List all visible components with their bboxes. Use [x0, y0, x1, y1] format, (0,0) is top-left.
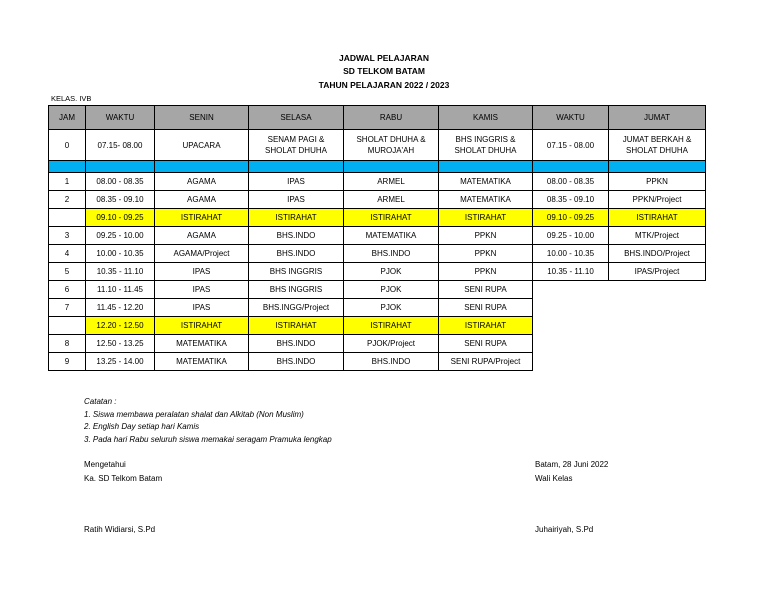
- table-cell: IPAS: [155, 299, 249, 317]
- empty-cell: [609, 353, 706, 371]
- table-cell: 11.10 - 11.45: [86, 281, 155, 299]
- table-cell: IPAS: [155, 281, 249, 299]
- table-cell: BHS.INDO: [249, 227, 344, 245]
- class-label: KELAS. IVB: [51, 94, 92, 103]
- table-cell: PPKN: [439, 227, 533, 245]
- table-row: [49, 191, 706, 209]
- break-cell: ISTIRAHAT: [249, 317, 344, 335]
- break-cell: ISTIRAHAT: [155, 209, 249, 227]
- table-cell: BHS.INDO: [344, 353, 439, 371]
- table-cell: 08.00 - 08.35: [533, 173, 609, 191]
- empty-cell: [533, 335, 609, 353]
- table-cell: ARMEL: [344, 173, 439, 191]
- notes-heading: Catatan :: [84, 397, 117, 406]
- header-selasa: SELASA: [249, 106, 344, 130]
- table-cell: SENAM PAGI & SHOLAT DHUHA: [249, 130, 344, 161]
- header-rabu: RABU: [344, 106, 439, 130]
- empty-cell: [609, 299, 706, 317]
- table-row-0: [49, 130, 706, 161]
- table-cell: 08.00 - 08.35: [86, 173, 155, 191]
- break-cell: ISTIRAHAT: [249, 209, 344, 227]
- table-cell: AGAMA/Project: [155, 245, 249, 263]
- table-cell: IPAS: [155, 263, 249, 281]
- header-senin: SENIN: [155, 106, 249, 130]
- blue-separator-row: [49, 161, 706, 173]
- table-cell: JUMAT BERKAH & SHOLAT DHUHA: [609, 130, 706, 161]
- table-cell: 08.35 - 09.10: [86, 191, 155, 209]
- header-jumat: JUMAT: [609, 106, 706, 130]
- table-cell: 07.15 - 08.00: [533, 130, 609, 161]
- break-cell: ISTIRAHAT: [439, 209, 533, 227]
- break-cell: ISTIRAHAT: [344, 317, 439, 335]
- schedule-title: JADWAL PELAJARAN: [338, 53, 430, 63]
- table-cell: 12.50 - 13.25: [86, 335, 155, 353]
- table-cell: 6: [49, 281, 86, 299]
- table-cell: 08.35 - 09.10: [533, 191, 609, 209]
- note-item: 2. English Day setiap hari Kamis: [84, 422, 200, 431]
- table-cell: BHS.INDO/Project: [609, 245, 706, 263]
- table-row: [49, 245, 706, 263]
- notes-section: [84, 396, 332, 446]
- right-line1: Batam, 28 Juni 2022: [535, 460, 609, 469]
- table-cell: BHS.INGG/Project: [249, 299, 344, 317]
- table-cell: IPAS: [249, 173, 344, 191]
- break-cell: [49, 209, 86, 227]
- table-cell: IPAS/Project: [609, 263, 706, 281]
- table-cell: SENI RUPA: [439, 335, 533, 353]
- table-cell: 5: [49, 263, 86, 281]
- table-cell: MATEMATIKA: [155, 353, 249, 371]
- table-cell: UPACARA: [155, 130, 249, 161]
- table-header-row: [49, 106, 706, 130]
- table-cell: PPKN/Project: [609, 191, 706, 209]
- table-cell: 11.45 - 12.20: [86, 299, 155, 317]
- table-cell: SHOLAT DHUHA & MUROJA'AH: [344, 130, 439, 161]
- table-cell: SENI RUPA: [439, 281, 533, 299]
- empty-cell: [609, 281, 706, 299]
- table-cell: 2: [49, 191, 86, 209]
- table-row: [49, 209, 706, 227]
- table-cell: PJOK: [344, 263, 439, 281]
- principal-name: Ratih Widiarsi, S.Pd: [84, 525, 156, 534]
- table-cell: BHS.INDO: [249, 353, 344, 371]
- table-cell: IPAS: [249, 191, 344, 209]
- table-cell: 0: [49, 130, 86, 161]
- schedule-table: [48, 105, 706, 371]
- table-cell: 09.25 - 10.00: [86, 227, 155, 245]
- table-cell: AGAMA: [155, 173, 249, 191]
- note-item: 3. Pada hari Rabu seluruh siswa memakai seragam Pramuka lengkap: [84, 434, 332, 444]
- empty-cell: [533, 299, 609, 317]
- signature-left: [84, 458, 162, 486]
- note-item: 1. Siswa membawa peralatan shalat dan Alkitab (Non Muslim): [84, 409, 304, 419]
- header-jam: JAM: [49, 106, 86, 130]
- break-cell: 12.20 - 12.50: [86, 317, 155, 335]
- table-cell: BHS INGGRIS & SHOLAT DHUHA: [439, 130, 533, 161]
- table-row: [49, 281, 706, 299]
- table-cell: MTK/Project: [609, 227, 706, 245]
- table-cell: ARMEL: [344, 191, 439, 209]
- break-cell: [49, 317, 86, 335]
- empty-cell: [533, 353, 609, 371]
- break-cell: ISTIRAHAT: [344, 209, 439, 227]
- empty-cell: [533, 317, 609, 335]
- header-waktu-jumat: WAKTU: [533, 106, 609, 130]
- table-cell: 10.35 - 11.10: [533, 263, 609, 281]
- break-cell: ISTIRAHAT: [609, 209, 706, 227]
- table-row: [49, 263, 706, 281]
- table-cell: PPKN: [609, 173, 706, 191]
- break-cell: ISTIRAHAT: [155, 317, 249, 335]
- table-cell: MATEMATIKA: [439, 173, 533, 191]
- academic-year: TAHUN PELAJARAN 2022 / 2023: [318, 80, 450, 90]
- table-cell: SENI RUPA/Project: [439, 353, 533, 371]
- table-cell: MATEMATIKA: [344, 227, 439, 245]
- table-cell: 8: [49, 335, 86, 353]
- table-cell: 10.00 - 10.35: [86, 245, 155, 263]
- table-cell: MATEMATIKA: [439, 191, 533, 209]
- left-line1: Mengetahui: [84, 460, 126, 469]
- table-cell: 07.15- 08.00: [86, 130, 155, 161]
- table-cell: 7: [49, 299, 86, 317]
- table-cell: 10.35 - 11.10: [86, 263, 155, 281]
- table-row: [49, 173, 706, 191]
- table-cell: 13.25 - 14.00: [86, 353, 155, 371]
- table-cell: PPKN: [439, 245, 533, 263]
- table-cell: AGAMA: [155, 191, 249, 209]
- right-line2: Wali Kelas: [535, 474, 573, 483]
- table-row: [49, 227, 706, 245]
- break-cell: 09.10 - 09.25: [533, 209, 609, 227]
- table-row: [49, 299, 706, 317]
- empty-cell: [533, 281, 609, 299]
- school-name: SD TELKOM BATAM: [343, 66, 425, 76]
- signature-right: [535, 458, 608, 486]
- table-cell: 9: [49, 353, 86, 371]
- table-cell: MATEMATIKA: [155, 335, 249, 353]
- table-cell: BHS.INDO: [249, 335, 344, 353]
- break-cell: 09.10 - 09.25: [86, 209, 155, 227]
- left-line2: Ka. SD Telkom Batam: [84, 474, 163, 483]
- table-cell: BHS INGGRIS: [249, 263, 344, 281]
- table-cell: 3: [49, 227, 86, 245]
- break-cell: ISTIRAHAT: [439, 317, 533, 335]
- empty-cell: [609, 317, 706, 335]
- table-cell: BHS.INDO: [344, 245, 439, 263]
- table-cell: 09.25 - 10.00: [533, 227, 609, 245]
- header-waktu: WAKTU: [86, 106, 155, 130]
- table-cell: PPKN: [439, 263, 533, 281]
- header-kamis: KAMIS: [439, 106, 533, 130]
- table-cell: PJOK/Project: [344, 335, 439, 353]
- table-row: [49, 317, 706, 335]
- table-cell: BHS INGGRIS: [249, 281, 344, 299]
- table-row: [49, 353, 706, 371]
- table-row: [49, 335, 706, 353]
- table-cell: BHS.INDO: [249, 245, 344, 263]
- table-cell: AGAMA: [155, 227, 249, 245]
- table-cell: 4: [49, 245, 86, 263]
- table-cell: SENI RUPA: [439, 299, 533, 317]
- table-cell: PJOK: [344, 299, 439, 317]
- teacher-name: Juhairiyah, S.Pd: [535, 525, 594, 534]
- table-cell: 10.00 - 10.35: [533, 245, 609, 263]
- empty-cell: [609, 335, 706, 353]
- table-cell: 1: [49, 173, 86, 191]
- table-cell: PJOK: [344, 281, 439, 299]
